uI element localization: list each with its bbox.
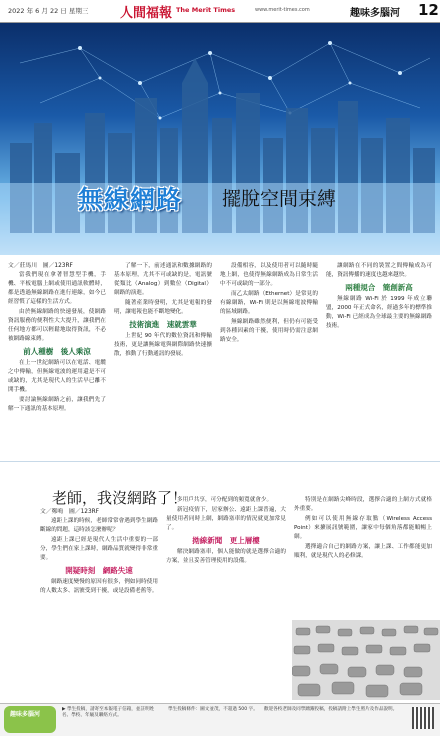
article1-column-4 bbox=[326, 262, 432, 460]
paragraph: 讓網路在不同的裝置之間傳輸成為可能，資訊傳播的速度也越來越快。 bbox=[326, 263, 432, 278]
cars-illustration bbox=[292, 620, 440, 700]
issue-date: 2022 年 6 月 22 日 星期三 bbox=[8, 7, 89, 15]
paragraph: 例如可以使用無線存取點（Wireless Access Point）來擴展訊號範圍，讓家中每個角落都能順暢上網。 bbox=[294, 516, 432, 540]
website-url: www.merit-times.com bbox=[255, 7, 310, 13]
traffic-jam-image bbox=[292, 620, 440, 700]
page-number: 12 bbox=[418, 1, 439, 19]
paragraph: 遠距上課已經是現代人生活中重要的一部分，學生們在家上課時，網路品質就變得非常重要。 bbox=[40, 537, 158, 561]
newspaper-logo-en: The Merit Times bbox=[176, 6, 236, 14]
article1-column-3 bbox=[220, 262, 318, 460]
paragraph: 了解一下，前述通訊和數據網路的基本原理，尤其不可或缺的是，電訊號從類比（Analog）到數位（Digital）網路的演進。 bbox=[114, 263, 212, 296]
paragraph: 上世紀 90 年代的數位資訊和傳輸技術，更是讓無線電與網際網路快速擴散，推動了行動通訊的發展。 bbox=[114, 333, 212, 357]
article-subtitle: 擺脫空間束縛 bbox=[222, 188, 337, 210]
footer-note-3: 歡迎各校老師及同學踴躍投稿，投稿請附上學生照片及作品說明。 bbox=[264, 707, 398, 712]
article1-column-2 bbox=[114, 262, 212, 460]
paragraph: 要討論無線網路之前，讓我們先了解一下通訊的基本原理。 bbox=[8, 397, 106, 412]
qr-code-icon bbox=[412, 707, 434, 729]
paragraph: 而乙太網路（Ethernet）是常見的有線網路，Wi-Fi 則是以無線電波傳輸的區域網路。 bbox=[220, 291, 318, 315]
city-skyline-illustration bbox=[0, 23, 440, 255]
page-header bbox=[0, 0, 440, 23]
paragraph: 由於無線網路的快速發展，使網路資訊服務的便利性大大提升，讓我們在任何地方都可以輕鬆地取得資訊，不必被網路線束縛。 bbox=[8, 309, 106, 342]
paragraph: 新冠疫情下，居家辦公、遠距上課普遍，大量使用者同時上網，網路塞車的情況就更加常見了。 bbox=[166, 507, 286, 531]
article2-column-3 bbox=[294, 496, 432, 616]
column-badge bbox=[4, 706, 56, 733]
section-heading: 前人種樹 後人乘涼 bbox=[23, 347, 91, 356]
article2-title: 老師，我沒網路了！ bbox=[52, 489, 188, 507]
section-heading: 開疑時刻 網路失速 bbox=[65, 566, 133, 575]
paragraph: 選擇適合自己的網路方案，讓上課、工作都能更加順利，就是現代人的必修課。 bbox=[294, 544, 432, 559]
paragraph: 無線網路 Wi-Fi 於 1999 年成立聯盟，2000 年正式命名，經過多年的標準推動，Wi-Fi 已經成為全球最主要的無線網路技術。 bbox=[326, 296, 432, 329]
paragraph: 網路速度變慢的原因有很多，例如同時使用的人數太多、訊號受到干擾，或是設備老舊等。 bbox=[40, 579, 158, 594]
paragraph: 設備相容，以及使用者可以隨時隨地上網，也使得無線網路成為日常生活中不可或缺的一部分。 bbox=[220, 263, 318, 287]
paragraph: 在上一世紀網路可以在電話、電纜之中傳輸，但無線電波的運用還是不可或缺的，尤其是現代人的生活早已離不開手機。 bbox=[8, 360, 106, 393]
paragraph: 無線網路雖然便利，但仍有可能受到各種因素的干擾，使用時仍需注意網路安全。 bbox=[220, 319, 318, 343]
article1-byline: 文／莊馬川 圖／123RF bbox=[8, 263, 73, 269]
section-heading: 技術演進 速就雲華 bbox=[129, 320, 197, 329]
paragraph: 當我們現在拿著智慧型手機，手機、平板電腦上網或使用通訊軟體時，都是透過無線網路在進行連線，如今已經習慣了這樣的生活方式。 bbox=[8, 272, 106, 305]
footer-note-1: ▶ 學生投稿，請寄至本報電子信箱，並註明姓名、學校、年級及聯絡方式。 bbox=[62, 707, 155, 719]
paragraph: 多用戶共享，可分配到的頻寬就會少。 bbox=[177, 497, 273, 503]
hero-city-network-image bbox=[0, 23, 440, 255]
paragraph: 隨著產業時發明，尤其是電報的發明，讓電報也能不斷地變化。 bbox=[114, 300, 212, 315]
article2-column-2 bbox=[166, 496, 286, 700]
article2-byline: 文／鄭鳴 圖／123RF bbox=[40, 509, 100, 515]
article2-column-1 bbox=[40, 508, 158, 700]
newspaper-logo: 人間福報 bbox=[120, 6, 173, 21]
paragraph: 特別是在網路尖峰時段，選擇合適的上網方式就格外重要。 bbox=[294, 497, 432, 512]
section-heading: 拗線新聞 更上層樓 bbox=[192, 536, 260, 545]
footer-note-2: 學生投稿條件：圖文並茂，不超過 500 字。 bbox=[168, 707, 258, 712]
article-title: 無線網路 bbox=[78, 185, 183, 214]
badge-label: 趣味多腦河 bbox=[10, 711, 41, 718]
section-name: 趣味多腦河 bbox=[350, 8, 400, 19]
paragraph: 遠距上課的時候，老師常常會遇到學生網路斷線的問題，這時該怎麼辦呢？ bbox=[40, 518, 158, 533]
article1-column-1 bbox=[8, 262, 106, 460]
section-divider bbox=[0, 461, 440, 462]
section-heading: 兩種規合 簡創新高 bbox=[345, 283, 413, 292]
paragraph: 解決網路塞車，個人能做的就是選擇合適的方案，並且妥善管理使用的設備。 bbox=[166, 549, 286, 564]
